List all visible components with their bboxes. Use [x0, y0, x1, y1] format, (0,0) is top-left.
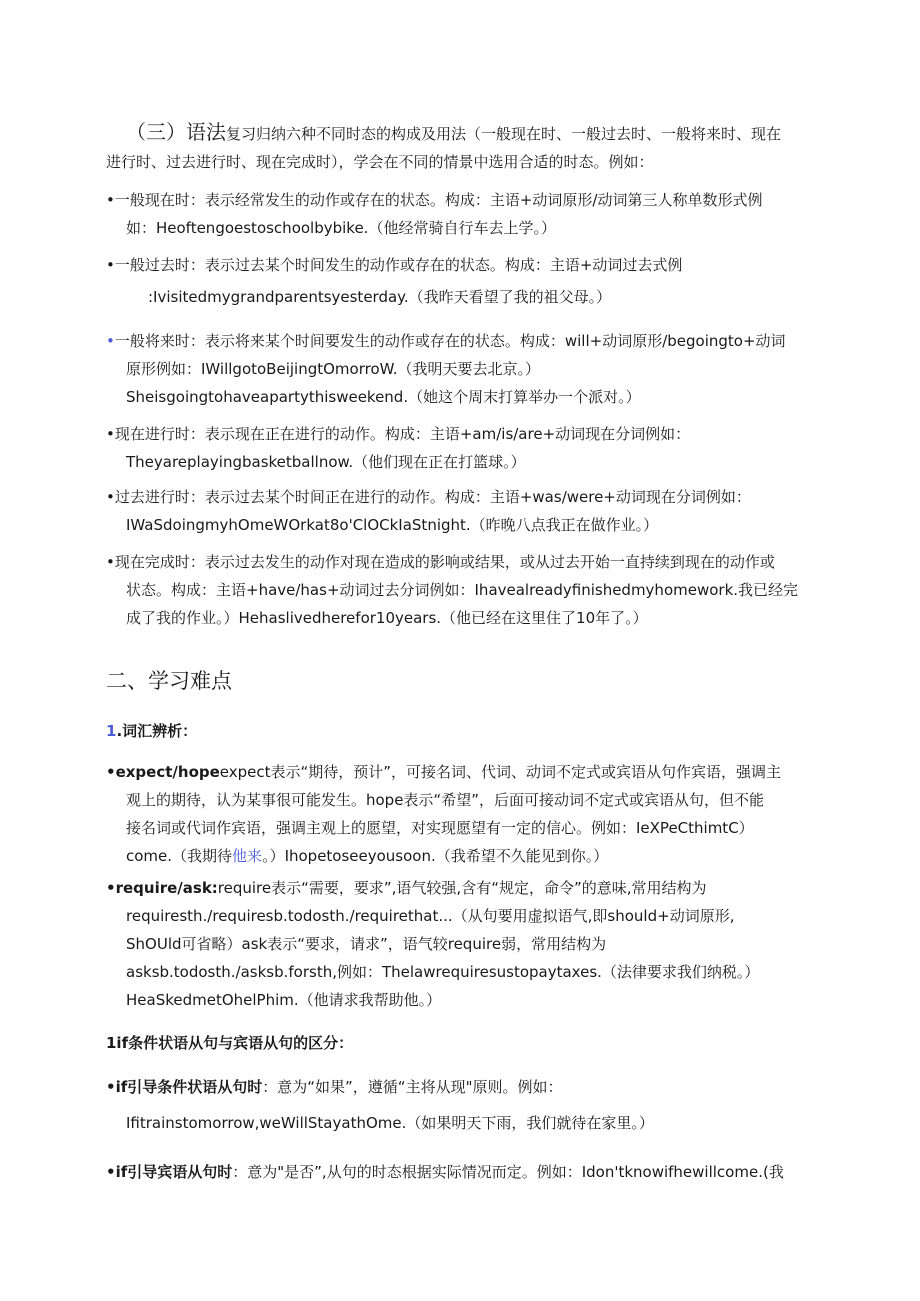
tense-line: •现在完成时：表示过去发生的动作对现在造成的影响或结果，或从过去开始一直持续到现在的动作或 — [106, 553, 775, 571]
if-text: ：意为"是否”,从句的时态根据实际情况而定。例如：Idon'tknowifhewillcome.(我 — [232, 1163, 784, 1181]
if-text: ：意为“如果”，遵循“主将从现"原则。例如： — [262, 1078, 563, 1096]
grammar-title: （三）语法 — [126, 120, 226, 144]
tense-example: 成了我的作业。）Hehaslivedherefor10years.（他已经在这里住了10年了。） — [126, 609, 648, 627]
vocab-term: •expect/hope — [106, 763, 220, 781]
tense-line: •一般现在时：表示经常发生的动作或存在的状态。构成：主语+动词原形/动词第三人称单数形式例 — [106, 191, 763, 209]
grammar-intro-line2: 进行时、过去进行时、现在完成时），学会在不同的情景中选用合适的时态。例如： — [106, 153, 654, 171]
if-heading: 1if条件状语从句与宾语从句的区分： — [106, 1034, 354, 1052]
if-term: •if引导条件状语从句时 — [106, 1078, 263, 1096]
if-example: Ifitrainstomorrow,weWillStayathOme.（如果明天下雨，我们就待在家里。） — [126, 1114, 654, 1132]
tense-example: Theyareplayingbasketballnow.（他们现在正在打篮球。） — [126, 453, 526, 471]
tense-line: 一般将来时：表示将来某个时间要发生的动作或存在的状态。构成：will+动词原形/begoingto+动词 — [114, 332, 786, 350]
vocab-number: 1 — [106, 722, 117, 740]
vocab-label: .词汇辨析： — [116, 722, 198, 740]
tense-line: •现在进行时：表示现在正在进行的动作。构成：主语+am/is/are+动词现在分词例如： — [106, 425, 691, 443]
tense-example: :Ivisitedmygrandparentsyesterday.（我昨天看望了我的祖父母。） — [148, 288, 612, 306]
vocab-text: asksb.todosth./asksb.forsth,例如：Thelawrequiresustopaytaxes.（法律要求我们纳税。） — [126, 963, 760, 981]
vocab-text: 。）Ihopetoseeyousoon.（我希望不久能见到你。） — [262, 847, 609, 865]
vocab-text: requiresth./requiresb.todosth./requirethat...（从句要用虚拟语气,即should+动词原形, — [126, 907, 735, 925]
tense-line: •过去进行时：表示过去某个时间正在进行的动作。构成：主语+was/were+动词现在分词例如： — [106, 488, 751, 506]
bullet-mark: • — [106, 332, 115, 350]
vocab-text: 接名词或代词作宾语，强调主观上的愿望，对实现愿望有一定的信心。例如：IeXPeCthimtC） — [126, 819, 754, 837]
vocab-text: expect表示“期待，预计”，可接名词、代词、动词不定式或宾语从句作宾语，强调主 — [219, 763, 782, 781]
if-term: •if引导宾语从句时 — [106, 1163, 233, 1181]
vocab-heading — [106, 717, 816, 745]
tense-example: 状态。构成：主语+have/has+动词过去分词例如：Ihavealreadyfinishedmyhomework.我已经完 — [126, 581, 799, 599]
vocab-require-ask — [106, 874, 816, 1014]
tense-simple-present — [106, 186, 816, 242]
vocab-text: come.（我期待 — [126, 847, 233, 865]
vocab-term: •require/ask: — [106, 879, 218, 897]
tense-past-progressive — [106, 483, 816, 539]
tense-present-progressive — [106, 420, 816, 476]
tense-simple-future — [106, 327, 816, 411]
tense-line: •一般过去时：表示过去某个时间发生的动作或存在的状态。构成：主语+动词过去式例 — [106, 256, 683, 274]
vocab-text: require表示“需要，要求”,语气较强,含有“规定，命令”的意味,常用结构为 — [217, 879, 707, 897]
vocab-text: HeaSkedmetOhelPhim.（他请求我帮助他。） — [126, 991, 442, 1009]
vocab-expect-hope — [106, 758, 816, 870]
vocab-text: ShOUld可省略）ask表示“要求，请求”，语气较require弱，常用结构为 — [126, 935, 607, 953]
tense-example: IWaSdoingmyhOmeWOrkat8o'ClOCkIaStnight.（昨晚八点我正在做作业。） — [126, 516, 659, 534]
if-object — [106, 1158, 816, 1186]
if-conditional — [106, 1073, 816, 1137]
section-heading: 二、学习难点 — [106, 669, 232, 693]
tense-example: 原形例如：IWillgotoBeijingtOmorroW.（我明天要去北京。） — [126, 360, 541, 378]
vocab-text: 观上的期待，认为某事很可能发生。hope表示“希望”，后面可接动词不定式或宾语从句，但不能 — [126, 791, 764, 809]
tense-present-perfect — [106, 548, 816, 632]
tense-simple-past — [106, 251, 816, 311]
grammar-intro-text: 复习归纳六种不同时态的构成及用法（一般现在时、一般过去时、一般将来时、现在 — [226, 125, 782, 143]
grammar-intro — [106, 118, 816, 176]
tense-example: Sheisgoingtohaveapartythisweekend.（她这个周末打算举办一个派对。） — [126, 388, 641, 406]
tense-example: 如：Heoftengoestoschoolbybike.（他经常骑自行车去上学。） — [126, 219, 556, 237]
vocab-highlight: 他来 — [232, 847, 263, 865]
